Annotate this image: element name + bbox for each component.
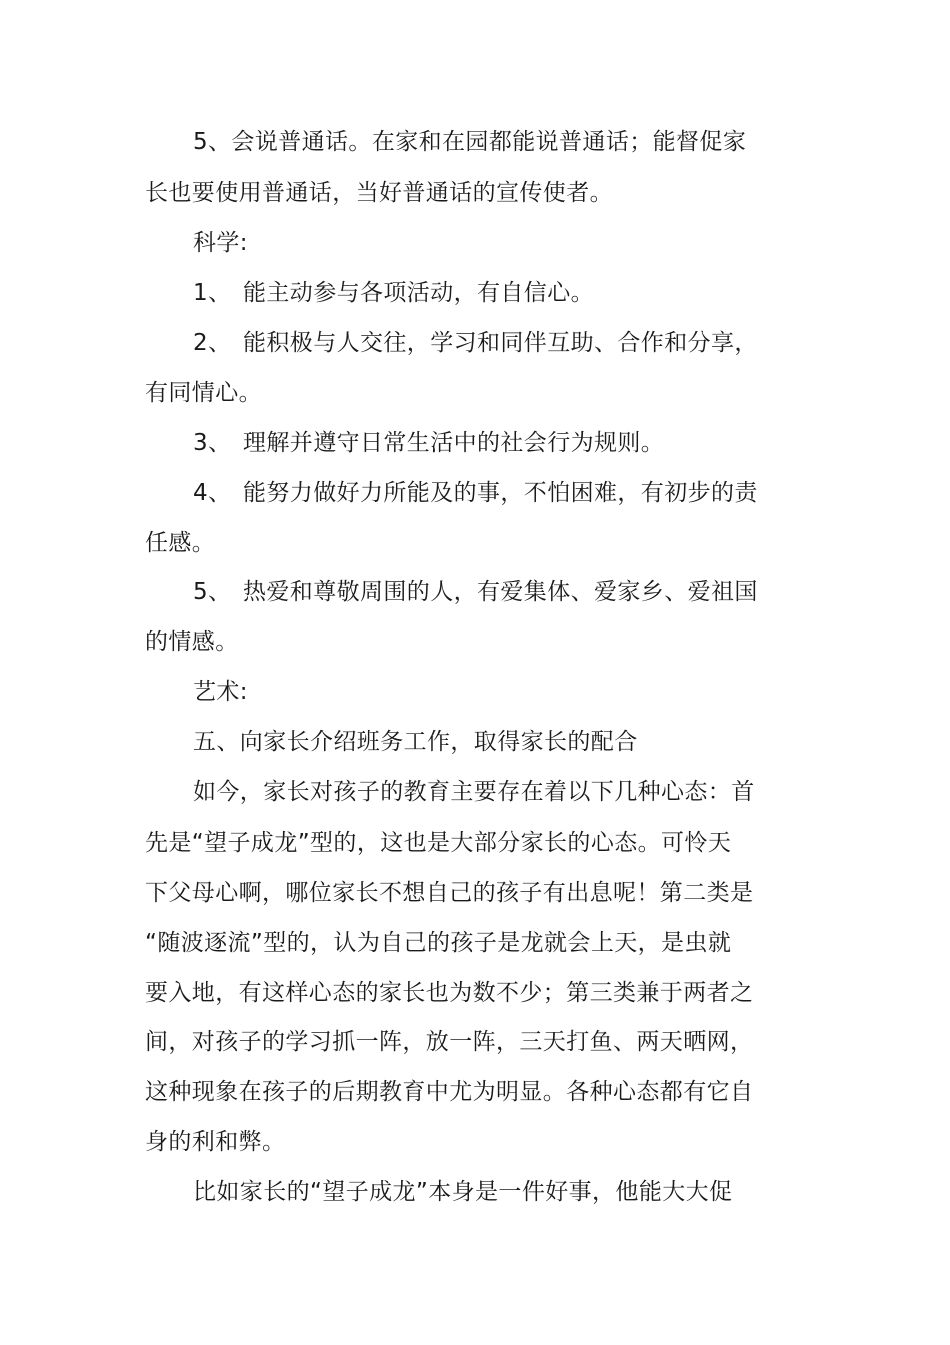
list-item-text: 能积极与人交往，学习和同伴互助、合作和分享， bbox=[243, 330, 758, 356]
section-heading: 五、向家长介绍班务工作，取得家长的配合 bbox=[193, 729, 638, 755]
paragraph-line: 间，对孩子的学习抓一阵，放一阵，三天打鱼、两天晒网， bbox=[145, 1029, 754, 1055]
paragraph-line: 下父母心啊，哪位家长不想自己的孩子有出息呢！第二类是 bbox=[145, 880, 754, 906]
list-item-text: 热爱和尊敬周围的人，有爱集体、爱家乡、爱祖国 bbox=[243, 579, 758, 605]
list-item-number: 1、 bbox=[193, 280, 232, 306]
section-heading-art: 艺术: bbox=[193, 679, 248, 705]
paragraph-line: 比如家长的“望子成龙”本身是一件好事，他能大大促 bbox=[193, 1179, 733, 1205]
paragraph-line: “随波逐流”型的，认为自己的孩子是龙就会上天，是虫就 bbox=[145, 930, 732, 956]
list-item bbox=[193, 428, 664, 458]
list-item-number: 4、 bbox=[193, 480, 232, 506]
list-item bbox=[193, 278, 594, 308]
list-item-text: 能努力做好力所能及的事，不怕困难，有初步的责 bbox=[243, 480, 758, 506]
list-item-text: 能主动参与各项活动，有自信心。 bbox=[243, 280, 594, 306]
paragraph-line: 的情感。 bbox=[145, 629, 239, 655]
paragraph-line: 身的利和弊。 bbox=[145, 1129, 286, 1155]
paragraph-line: 先是“望子成龙”型的，这也是大部分家长的心态。可怜天 bbox=[145, 830, 732, 856]
paragraph-line: 5、会说普通话。在家和在园都能说普通话；能督促家 bbox=[193, 129, 747, 155]
paragraph-line: 有同情心。 bbox=[145, 380, 262, 406]
list-item-number: 5、 bbox=[193, 579, 232, 605]
list-item-number: 3、 bbox=[193, 430, 232, 456]
list-item bbox=[193, 478, 758, 508]
paragraph-line: 任感。 bbox=[145, 530, 216, 556]
paragraph-line: 长也要使用普通话，当好普通话的宣传使者。 bbox=[145, 180, 613, 206]
list-item bbox=[193, 328, 758, 358]
paragraph-line: 这种现象在孩子的后期教育中尤为明显。各种心态都有它自 bbox=[145, 1079, 754, 1105]
section-heading-science: 科学: bbox=[193, 230, 248, 256]
paragraph-line: 要入地，有这样心态的家长也为数不少；第三类兼于两者之 bbox=[145, 980, 754, 1006]
list-item bbox=[193, 577, 758, 607]
list-item-text: 理解并遵守日常生活中的社会行为规则。 bbox=[243, 430, 665, 456]
list-item-number: 2、 bbox=[193, 330, 232, 356]
paragraph-line: 如今，家长对孩子的教育主要存在着以下几种心态：首 bbox=[193, 779, 755, 805]
